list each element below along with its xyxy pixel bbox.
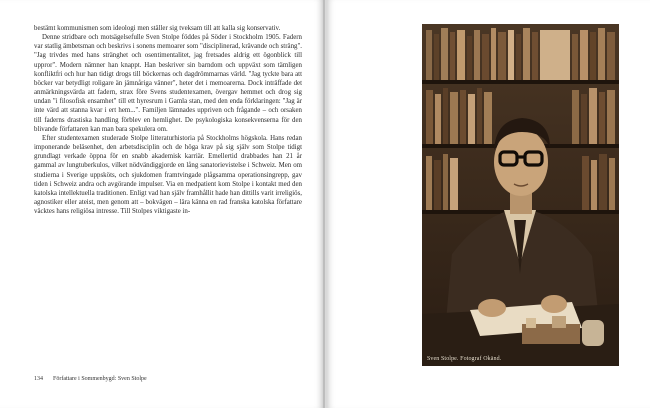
book-gutter (323, 0, 325, 408)
portrait-illustration (422, 24, 619, 366)
photo-caption: Sven Stolpe. Fotograf Okänd. (427, 356, 502, 362)
paragraph: Efter studentexamen studerade Stolpe litteraturhistoria på Stockholms högskola. Hans redan imponerande beläsenhet, den arbetsdisciplin och de höga krav på sig själv som Stolpe tidigt grundlagt verkade öppna för en snabb akademisk karriär. Emellertid drabbades han 21 år gammal av lungtuberkulos, vilket nödvändiggjorde en lång sanatorievistelse i Schweiz. Men om studierna i Sverige uppsköts, och sjukdomen framtvingade plågsamma operationsingrepp, gav tiden i Schweiz andra och avgörande impulser. Via en medpatient kom Stolpe i kontakt med den katolska intellektuella traditionen. Enligt vad han själv framhållit hade han dittills varit irreligiös, agnostiker eller ateist, men genom att – bokvägen – lära känna en rad franska katolska författare väcktes hans religiösa intresse. Till Stolpes viktigaste in- (34, 134, 302, 216)
page-number: 134 (34, 376, 43, 382)
paragraph: bestämt kommunismen som ideologi men ställer sig tveksam till att kalla sig konservativ. (34, 25, 281, 32)
left-hand (478, 299, 506, 317)
running-title: Författare i Sommenbygd: Sven Stolpe (53, 376, 147, 382)
paragraph: Denne stridbare och motsägelsefulle Sven Stolpe föddes på Söder i Stockholm 1905. Fadern var statlig ämbetsman och beskrivs i sonens memoarer som "disciplinerad, krävande och sträng". "Jag trivdes med hans stränghet och osentimentalitet, jag fretsades aldrig ett ögonblick till uppror". Modern nämner han knappt. Han beskriver sin barndom och uppväxt som tämligen konfliktfri och hur han tidigt drogs till böckernas och dagdrömmarnas värld. "Jag tyckte bara att böcker var betydligt roligare än jämnåriga vänner", heter det i memoarerna. Dock inträffade det anmärkningsvärda att fadern, strax före Svens studentexamen, övergav hemmet och drog sig undan "i filosofisk ensamhet" till ett hyresrum i Gamla stan, med den enda förklaringen: "Jag är inte värd att stanna kvar i ert hem...". Familjen lämnades uppriven och frågande – och orsaken till faderns drastiska handling förblev en hemlighet. De psykologiska konsekvenserna för den blivande författaren kan man bara spekulera om. (34, 34, 302, 133)
left-page (0, 0, 323, 408)
page-footer (34, 376, 147, 382)
right-page (327, 0, 650, 408)
portrait-photo (422, 24, 619, 366)
body-text (34, 24, 302, 216)
right-hand (541, 295, 567, 313)
